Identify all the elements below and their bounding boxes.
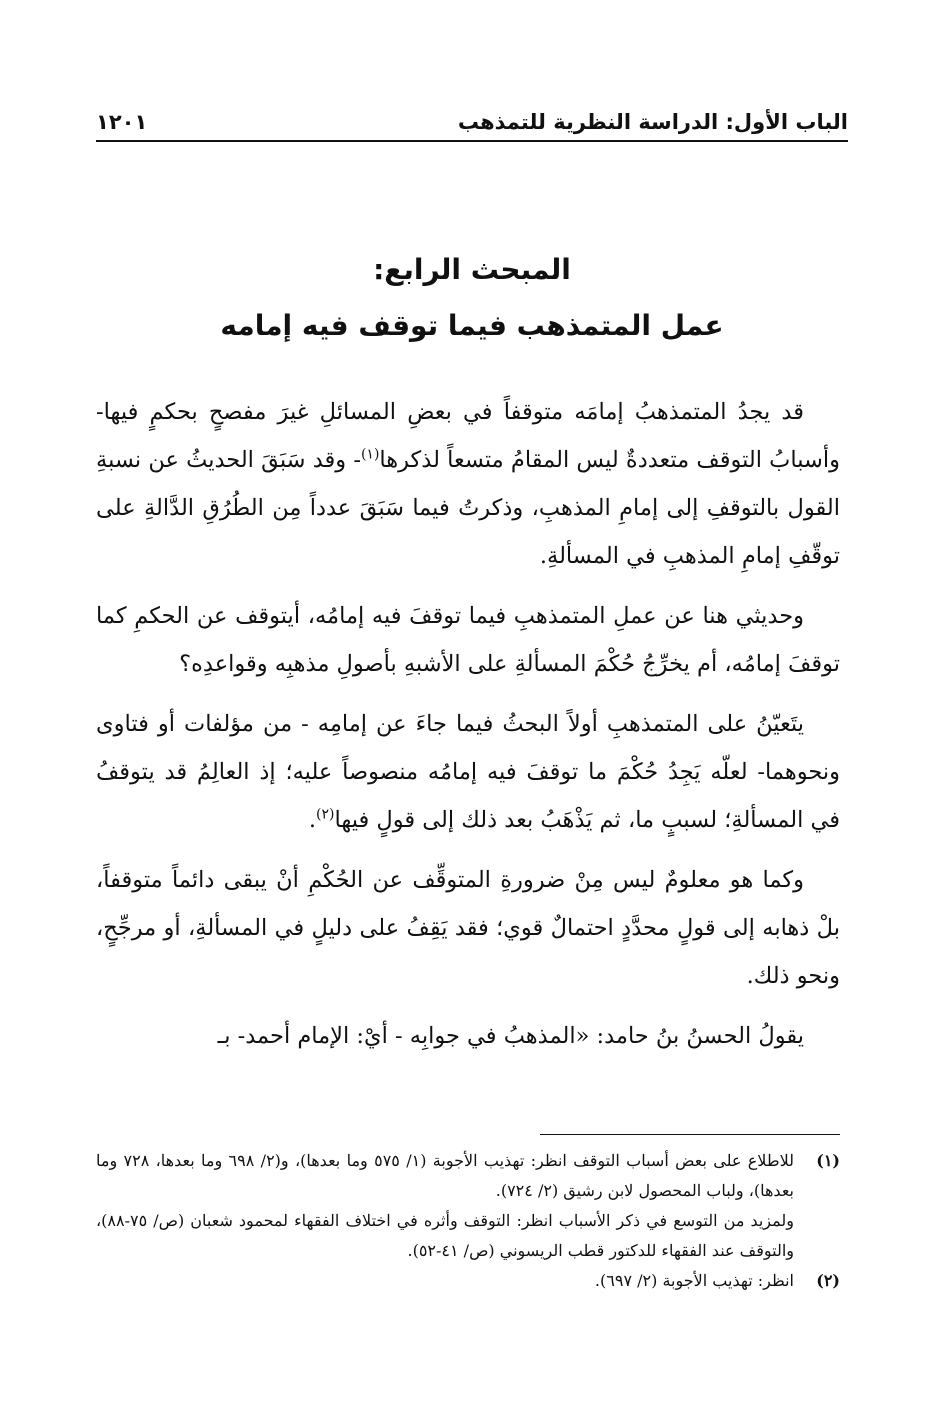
footnote-marker: (٢) xyxy=(316,806,335,823)
page-number: ١٢٠١ xyxy=(96,110,148,134)
body-text xyxy=(96,388,840,1072)
footnote-number: (١) xyxy=(816,1151,840,1170)
section-title: عمل المتمذهب فيما توقف فيه إمامه xyxy=(220,309,724,342)
running-header xyxy=(96,94,848,142)
paragraph-1 xyxy=(96,388,840,580)
paragraph-text: . xyxy=(308,807,317,833)
paragraph-text: وكما هو معلومٌ ليس مِنْ ضرورةِ المتوقِّف عن الحُكْمِ أنْ يبقى دائماً متوقفاً، بلْ ذهابه إلى قولٍ محدَّدٍ احتمالٌ قوي؛ فقد يَقِفُ على دليلٍ في المسألةِ، أو مرجِّحٍ، ونحو ذلك. xyxy=(96,867,840,989)
paragraph-3 xyxy=(96,700,840,844)
footnote-marker: (١) xyxy=(360,446,380,463)
footnote-divider xyxy=(540,1134,840,1135)
footnote-number: (٢) xyxy=(816,1271,840,1290)
footnote-1 xyxy=(96,1146,840,1266)
paragraph-text: وحديثي هنا عن عملِ المتمذهبِ فيما توقفَ فيه إمامُه، أيتوقف عن الحكمِ كما توقفَ إمامُه، أم يخرِّجُ حُكْمَ المسألةِ على الأشبهِ بأصولِ مذهبِه وقواعدِه؟ xyxy=(96,603,840,677)
footnotes xyxy=(96,1146,840,1296)
footnote-line: ولمزيد من التوسع في ذكر الأسباب انظر: التوقف وأثره في اختلاف الفقهاء لمحمود شعبان (ص/ ٧٥-٨٨)، والتوقف عند الفقهاء للدكتور قطب الريسوني (ص/ ٤١-٥٢). xyxy=(96,1211,794,1260)
paragraph-2 xyxy=(96,592,840,688)
paragraph-text: قد يجدُ المتمذهبُ إمامَه متوقفاً في بعضِ المسائلِ غيرَ مفصحٍ بحكمٍ فيها- وأسبابُ التوقف متعددةٌ ليس المقامُ متسعاً لذكرها xyxy=(96,399,840,473)
paragraph-text: يقولُ الحسنُ بنُ حامد: «المذهبُ في جوابِه - أيْ: الإمام أحمد- بـ xyxy=(217,1023,804,1049)
paragraph-text: يتَعيّنُ على المتمذهبِ أولاً البحثُ فيما جاءَ عن إمامِه - من مؤلفات أو فتاوى ونحوهما- لعلّه يَجِدُ حُكْمَ ما توقفَ فيه إمامُه منصوصاً عليه؛ إذ العالِمُ قد يتوقفُ في المسألةِ؛ لسببٍ ما، ثم يَذْهَبُ بعد ذلك إلى قولٍ فيها xyxy=(96,711,840,833)
footnote-2 xyxy=(96,1266,840,1296)
paragraph-5 xyxy=(96,1012,840,1060)
footnote-text xyxy=(96,1266,794,1296)
paragraph-text: - وقد سَبَقَ الحديثُ عن نسبةِ القول بالتوقفِ إلى إمامِ المذهبِ، وذكرتُ فيما سَبَقَ عدداً مِن الطُرُقِ الدَّالةِ على توقّفِ إمامِ المذهبِ في المسألةِ. xyxy=(96,447,840,569)
footnote-text xyxy=(96,1146,794,1266)
paragraph-4 xyxy=(96,856,840,1000)
header-title: الباب الأول: الدراسة النظرية للتمذهب xyxy=(457,110,848,134)
footnote-line: للاطلاع على بعض أسباب التوقف انظر: تهذيب الأجوبة (١/ ٥٧٥ وما بعدها)، و(٢/ ٦٩٨ وما بعدها، ٧٢٨ وما بعدها)، ولباب المحصول لابن رشيق (٢/ ٧٢٤). xyxy=(96,1151,795,1200)
footnote-line: انظر: تهذيب الأجوبة (٢/ ٦٩٧). xyxy=(594,1271,794,1290)
section-heading xyxy=(96,248,848,348)
section-label: المبحث الرابع: xyxy=(373,253,571,286)
